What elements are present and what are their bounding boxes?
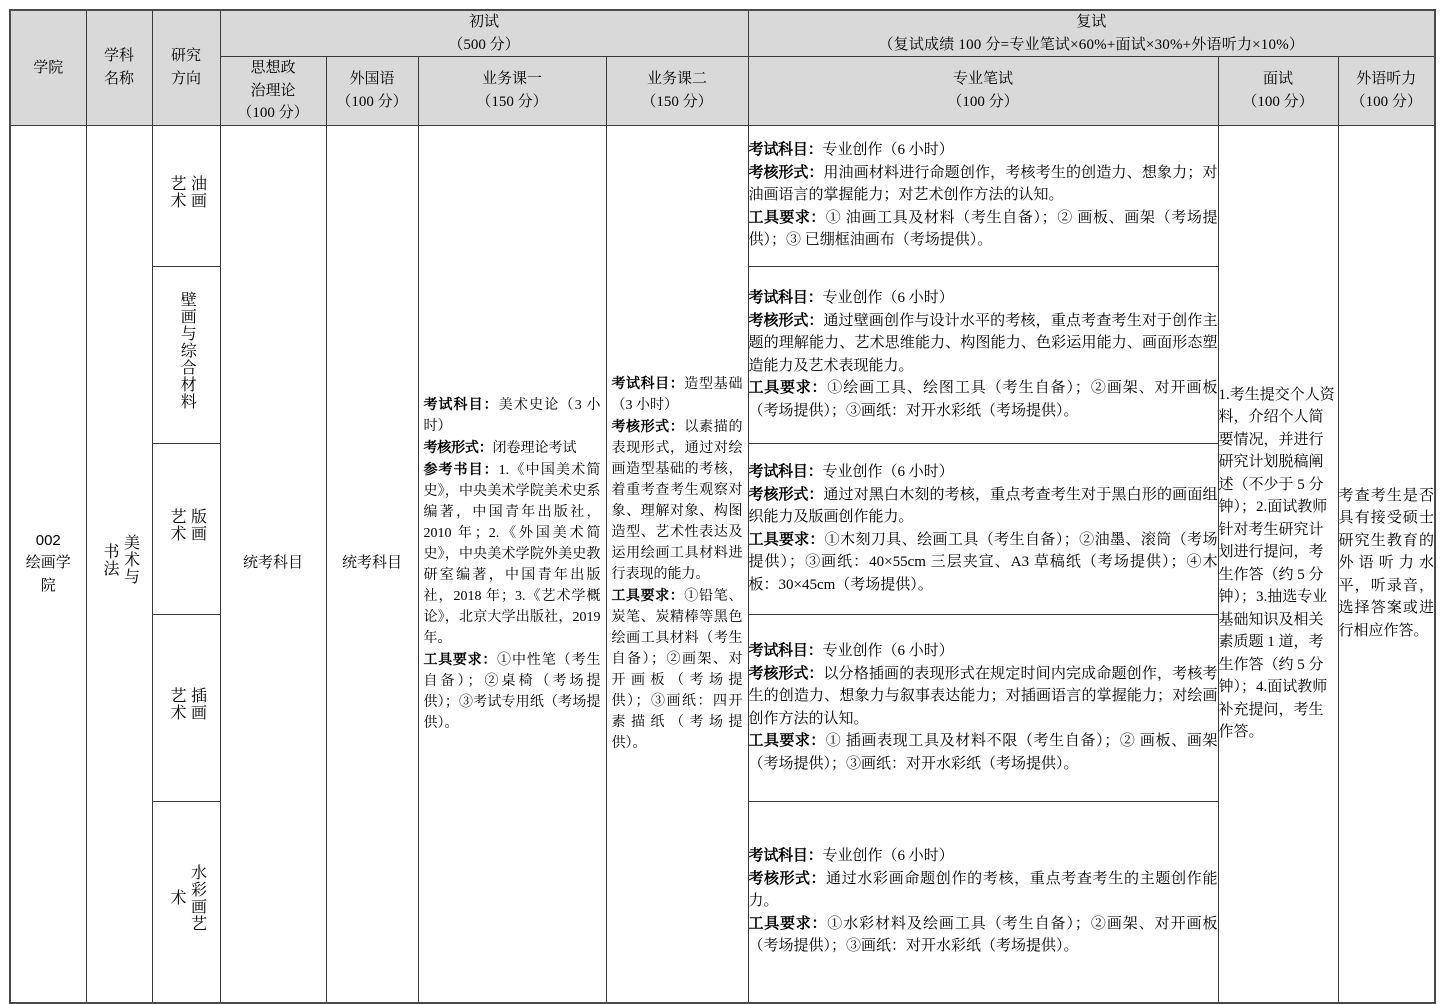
header-written-exam-label: 专业笔试 [953, 70, 1014, 88]
cell-course-one [418, 125, 606, 1003]
written-tools-line [749, 377, 1218, 422]
written-tools-value: ① 油画工具及材料（考生自备）；② 画板、画架（考场提供）；③ 已绷框油画布（考场提供）。 [748, 209, 1218, 249]
written-subject-value: 专业创作（6 小时） [822, 848, 954, 865]
cell-written-exam [748, 614, 1218, 801]
cell-written-exam [748, 443, 1218, 614]
header-college-label: 学院 [33, 58, 64, 76]
written-tools-label: 工具要求： [748, 732, 826, 749]
politics-value: 统考科目 [242, 555, 303, 572]
cell-written-exam [748, 801, 1218, 1003]
written-tools-value: ①水彩材料及绘画工具（考生自备）；②画架、对开画板（考场提供）；③画纸：对开水彩纸（考场提供）。 [748, 915, 1218, 955]
course-one-form-label: 考核形式： [423, 438, 493, 455]
cell-research-direction [152, 443, 220, 614]
header-research-direction-line1: 研究 [170, 47, 201, 65]
cell-foreign-language [326, 125, 418, 1003]
course-one-subject-value: 美术史论（3 小时） [423, 397, 601, 434]
header-politics-line2: 治理论 [250, 81, 296, 99]
header-subject-name [86, 10, 152, 125]
exam-schedule-sheet [0, 9, 1445, 978]
header-first-exam-label: 初试 [469, 13, 500, 30]
table-row [10, 125, 1435, 266]
header-interview-label: 面试 [1263, 70, 1294, 88]
written-form-label: 考核形式： [748, 664, 824, 682]
cell-research-direction [152, 266, 220, 443]
subject-name-text: 美术与书法 [101, 534, 139, 586]
written-tools-value: ① 插画表现工具及材料不限（考生自备）；② 画板、画架（考场提供）；③画纸：对开水彩纸（考场提供）。 [748, 733, 1218, 772]
course-two-tools-label: 工具要求： [611, 587, 685, 603]
header-written-exam [748, 57, 1218, 126]
cell-listening [1338, 125, 1435, 1003]
course-one-subject-line [424, 394, 601, 437]
written-subject-line [749, 139, 1218, 162]
cell-research-direction [152, 125, 220, 266]
written-subject-value: 专业创作（6 小时） [822, 290, 954, 306]
cell-politics [220, 125, 326, 1003]
cell-written-exam [748, 266, 1218, 443]
cell-subject-name [86, 125, 152, 1003]
header-course-one [418, 57, 606, 126]
header-research-direction [152, 10, 220, 125]
header-row-group [10, 10, 1435, 57]
course-one-form-value: 闭卷理论考试 [492, 440, 577, 456]
cell-course-two [606, 125, 748, 1003]
header-course-one-label: 业务课一 [481, 70, 542, 88]
header-politics-line1: 思想政 [250, 59, 296, 76]
written-subject-line [749, 640, 1218, 663]
written-form-line [749, 663, 1218, 731]
course-two-subject-value: 造型基础（3 小时） [611, 377, 743, 413]
header-second-exam-label: 复试 [1076, 13, 1107, 30]
header-foreign-language [326, 57, 418, 126]
written-subject-label: 考试科目： [748, 289, 823, 306]
written-subject-label: 考试科目： [748, 141, 823, 159]
cell-research-direction [152, 614, 220, 801]
header-course-two-points: （150 分） [641, 93, 713, 110]
course-two-form-line [612, 416, 743, 585]
course-one-books-value: 1.《中国美术简史》，中央美术学院美术史系编著，中国青年出版社，2010 年；2.《外国美术简史》，中央美术学院外美史教研室编著，中国青年出版社，2018 年；3.《艺术学概论》，北京大学出版社，2019 年。 [423, 462, 601, 646]
written-tools-value: ①木刻刀具、绘画工具（考生自备）；②油墨、滚筒（考场提供）；③画纸：40×55cm 三层夹宣、A3 草稿纸（考场提供）；④木板：30×45cm（考场提供）。 [748, 531, 1218, 593]
header-politics-points: （100 分） [237, 105, 309, 121]
written-subject-label: 考试科目： [748, 847, 823, 865]
written-form-value: 用油画材料进行命题创作，考核考生的创造力、想象力；对油画语言的掌握能力；对艺术创作方法的认知。 [748, 164, 1218, 204]
written-form-value: 通过对黑白木刻的考核，重点考查考生对于黑白形的画面组织能力及版画创作能力。 [748, 486, 1218, 525]
header-written-exam-points: （100 分） [947, 93, 1019, 110]
written-tools-line [749, 730, 1218, 775]
written-form-label: 考核形式： [748, 485, 824, 503]
admission-exam-table [9, 9, 1436, 1004]
written-form-value: 以分格插画的表现形式在规定时间内完成命题创作，考核考生的创造力、想象力与叙事表达能力；对插画语言的掌握能力；对绘画创作方法的认知。 [748, 665, 1218, 727]
written-subject-line [749, 287, 1218, 310]
written-form-line [749, 310, 1218, 378]
header-listening-points: （100 分） [1350, 93, 1422, 110]
cell-written-exam [748, 125, 1218, 266]
header-course-two-label: 业务课二 [647, 70, 708, 88]
course-one-tools-label: 工具要求： [423, 650, 498, 667]
written-form-label: 考核形式： [748, 163, 824, 181]
cell-interview [1218, 125, 1338, 1003]
header-foreign-language-label: 外国语 [349, 70, 395, 88]
header-first-exam-points: （500 分） [448, 36, 520, 53]
written-tools-line [749, 207, 1218, 252]
written-subject-value: 专业创作（6 小时） [822, 464, 954, 480]
header-subject-name-line1: 学科 [103, 47, 134, 65]
college-name-line1: 绘画学 [25, 554, 71, 572]
written-subject-line [749, 461, 1218, 484]
header-listening-label: 外语听力 [1356, 70, 1417, 88]
written-tools-label: 工具要求： [748, 530, 825, 548]
written-subject-value: 专业创作（6 小时） [822, 643, 954, 659]
course-two-form-value: 以素描的表现形式，通过对绘画造型基础的考核，着重考查考生观察对象、理解对象、构图造型、艺术性表达及运用绘画工具材料进行表现的能力。 [611, 420, 743, 582]
cell-research-direction [152, 801, 220, 1003]
written-form-line [749, 162, 1218, 207]
written-tools-label: 工具要求： [748, 208, 826, 226]
written-tools-value: ①绘画工具、绘图工具（考生自备）；②画架、对开画板（考场提供）；③画纸：对开水彩纸（考场提供）。 [748, 380, 1218, 419]
header-listening [1338, 57, 1435, 126]
header-second-exam-formula: （复试成绩 100 分=专业笔试×60%+面试×30%+外语听力×10%） [878, 36, 1305, 53]
header-politics [220, 57, 326, 126]
course-one-books-label: 参考书目： [423, 460, 499, 477]
header-research-direction-line2: 方向 [170, 69, 201, 87]
written-form-value: 通过壁画创作与设计水平的考核，重点考查考生对于创作主题的理解能力、艺术思维能力、构图能力、色彩运用能力、画面形态塑造能力及艺术表现能力。 [748, 312, 1218, 374]
header-college [10, 10, 86, 125]
course-one-tools-line [424, 649, 601, 734]
written-tools-label: 工具要求： [748, 379, 828, 396]
course-one-tools-value: ①中性笔（考生自备）；②桌椅（考场提供）；③考试专用纸（考场提供）。 [423, 652, 601, 731]
research-direction-text: 壁画与综合材料 [178, 291, 196, 411]
written-form-line [749, 484, 1218, 529]
college-name-line2: 院 [40, 576, 56, 594]
course-two-subject-line [612, 373, 743, 416]
research-direction-text: 油画艺术 [168, 174, 206, 209]
header-subject-name-line2: 名称 [103, 69, 134, 87]
written-form-value: 通过水彩画命题创作的考核，重点考查考生的主题创作能力。 [748, 870, 1218, 910]
written-tools-line [749, 529, 1218, 597]
course-two-subject-label: 考试科目： [611, 375, 685, 391]
college-code: 002 [35, 531, 61, 549]
cell-college [10, 125, 86, 1003]
written-form-label: 考核形式： [748, 869, 826, 887]
header-foreign-language-points: （100 分） [336, 93, 408, 110]
written-tools-label: 工具要求： [748, 914, 828, 932]
interview-value: 1.考生提交个人资料，介绍个人简要情况，并进行研究计划脱稿阐述（不少于 5 分钟）；2.面试教师针对考生研究计划进行提问，考生作答（约 5 分钟）；3.抽选专业基础知识及相关素质题 1 道，考生作答（约 5 分钟）；4.面试教师补充提问，考生作答。 [1218, 386, 1335, 740]
written-subject-line [749, 845, 1218, 868]
header-second-exam-group [748, 10, 1435, 57]
course-one-form-line [424, 437, 601, 459]
header-interview [1218, 57, 1338, 126]
header-subrow-group [10, 57, 1435, 126]
research-direction-text: 水彩画艺术 [168, 863, 206, 932]
research-direction-text: 版画艺术 [168, 507, 206, 542]
header-course-two [606, 57, 748, 126]
foreign-language-value: 统考科目 [341, 555, 402, 572]
listening-value: 考查考生是否具有接受硕士研究生教育的外语听力水平，听录音，选择答案或进行相应作答。 [1338, 487, 1435, 639]
header-interview-points: （100 分） [1242, 93, 1314, 110]
header-course-one-points: （150 分） [476, 93, 548, 110]
research-direction-text: 插画艺术 [168, 686, 206, 721]
written-subject-label: 考试科目： [748, 463, 823, 480]
course-two-tools-value: ①铅笔、炭笔、炭精棒等黑色绘画工具材料（考生自备）；②画架、对开画板（考场提供）；③画纸：四开素描纸（考场提供）。 [611, 589, 743, 751]
header-first-exam-group [220, 10, 748, 57]
written-subject-label: 考试科目： [748, 642, 823, 659]
course-two-tools-line [612, 585, 743, 754]
written-subject-value: 专业创作（6 小时） [822, 142, 954, 159]
written-form-line [749, 868, 1218, 913]
course-two-form-label: 考核形式： [611, 418, 685, 434]
course-one-subject-label: 考试科目： [423, 395, 499, 412]
written-form-label: 考核形式： [748, 311, 824, 329]
written-tools-line [749, 913, 1218, 958]
course-one-books-line [424, 459, 601, 649]
